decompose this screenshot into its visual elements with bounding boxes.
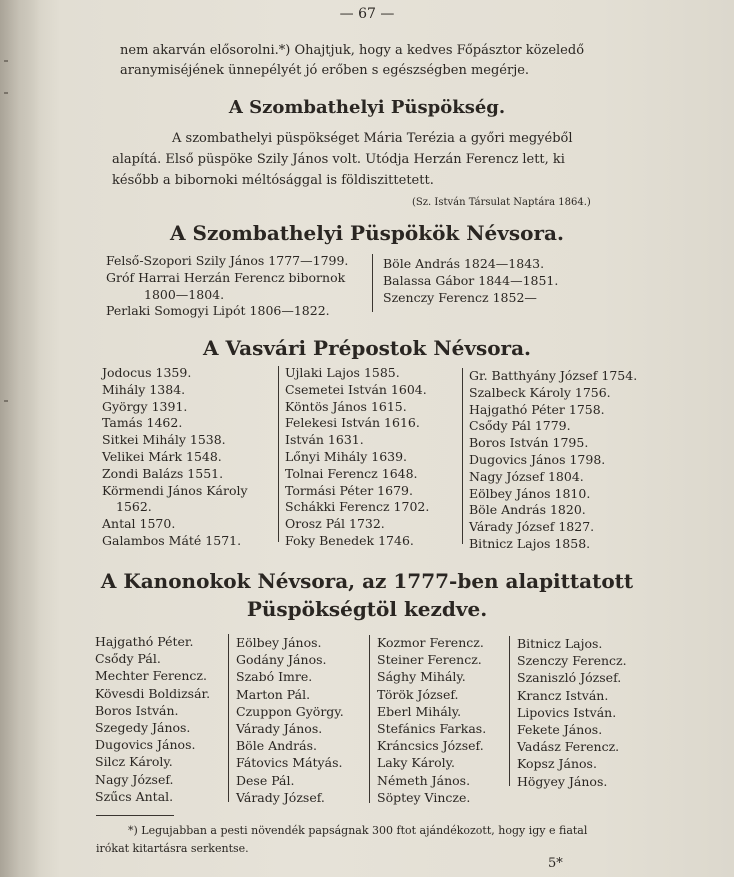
list-item: Tolnai Ferencz 1648. — [285, 465, 418, 481]
list-item: Szabó Imre. — [236, 669, 313, 685]
list-item: Ujlaki Lajos 1585. — [285, 365, 400, 380]
list-item: Eölbey János. — [236, 635, 322, 650]
bishops-list-right — [383, 256, 558, 306]
paragraph-line-3: később a bibornoki méltósággal is földiszittetett. — [112, 173, 434, 188]
section-title-puspokok-nevsora: A Szombathelyi Püspökök Névsora. — [170, 221, 564, 245]
list-item: Foky Benedek 1746. — [285, 532, 414, 548]
list-item: Balassa Gábor 1844—1851. — [383, 272, 559, 288]
list-item: Dugovics János 1798. — [469, 451, 606, 467]
list-item: Lőnyi Mihály 1639. — [285, 448, 408, 464]
signature-mark: 5* — [548, 856, 563, 871]
intro-line-1: nem akarván elősorolni.*) Ohajtjuk, hogy a kedves Főpásztor közeledő — [120, 43, 585, 58]
list-item: Böle András 1820. — [469, 502, 586, 518]
list-item: Söptey Vincze. — [377, 789, 471, 805]
list-item: Szalbeck Károly 1756. — [469, 384, 611, 400]
list-item: Körmendi János Károly — [102, 482, 248, 498]
list-item: Szűcs Antal. — [95, 788, 174, 804]
column-divider — [278, 366, 279, 542]
column-divider — [509, 636, 510, 786]
list-item: Krancz István. — [517, 687, 609, 703]
list-item: Godány János. — [236, 652, 327, 668]
list-item: Perlaki Somogyi Lipót 1806—1822. — [106, 303, 330, 319]
list-item: Eberl Mihály. — [377, 703, 462, 719]
list-item: Hajgathó Péter 1758. — [469, 401, 605, 417]
provosts-list-col2 — [285, 365, 429, 550]
list-item: Marton Pál. — [236, 686, 311, 702]
list-item: Laky Károly. — [377, 755, 456, 771]
list-item: Fekete János. — [517, 722, 603, 738]
list-item: Szenczy Ferencz 1852— — [383, 289, 537, 305]
list-item: Csődy Pál. — [95, 651, 161, 667]
list-item: Silcz Károly. — [95, 754, 173, 770]
list-item: György 1391. — [102, 398, 188, 414]
list-item: Kopsz János. — [517, 756, 597, 772]
list-item: Bitnicz Lajos 1858. — [469, 535, 591, 551]
list-item: Felső-Szopori Szily János 1777—1799. — [106, 253, 349, 268]
list-item: Mihály 1384. — [102, 381, 186, 397]
column-divider — [372, 254, 373, 312]
column-divider — [462, 368, 463, 544]
section-title-kanonokok-line-2: Püspökségtöl kezdve. — [246, 597, 488, 621]
list-item: Bitnicz Lajos. — [517, 636, 603, 651]
bishops-list-left — [106, 253, 348, 320]
list-item: Várady József 1827. — [469, 519, 595, 535]
list-item: Velikei Márk 1548. — [102, 448, 222, 464]
list-item: Boros István. — [95, 702, 179, 718]
section-title-szombathelyi-puspokseg: A Szombathelyi Püspökség. — [228, 97, 506, 118]
column-divider — [369, 635, 370, 803]
list-item: Köntös János 1615. — [285, 398, 407, 414]
canons-list-col1 — [95, 633, 210, 805]
footnote-line-1: *) Legujabban a pesti növendék papságnak 300 ftot ajándékozott, hogy igy e fiatal — [128, 824, 588, 837]
list-item: Felekesi István 1616. — [285, 415, 420, 431]
gutter-mark — [4, 60, 8, 62]
list-item: Högyey János. — [517, 773, 608, 789]
list-item: Böle András 1824—1843. — [383, 256, 545, 271]
list-item: Nagy József 1804. — [469, 468, 584, 484]
column-divider — [228, 634, 229, 802]
list-item: Eölbey János 1810. — [469, 485, 591, 501]
list-item: Galambos Máté 1571. — [102, 532, 242, 548]
list-item: Steiner Ferencz. — [377, 652, 482, 668]
gutter-mark — [4, 400, 8, 402]
list-item: Orosz Pál 1732. — [285, 516, 385, 532]
provosts-list-col1 — [102, 365, 248, 550]
list-item: István 1631. — [285, 432, 364, 448]
list-item: Török József. — [377, 686, 459, 702]
paragraph-line-1: A szombathelyi püspökséget Mária Terézia a győri megyéből — [172, 131, 573, 146]
list-item: Stefánics Farkas. — [377, 721, 487, 737]
list-item: Gr. Batthyány József 1754. — [469, 368, 638, 383]
footnote-rule — [96, 815, 174, 816]
list-item: Csődy Pál 1779. — [469, 418, 571, 434]
list-item: Szenczy Ferencz. — [517, 653, 627, 669]
provosts-list-col3 — [469, 368, 637, 553]
source-citation: (Sz. István Társulat Naptára 1864.) — [412, 197, 591, 208]
list-item: Böle András. — [236, 738, 317, 754]
gutter-mark — [4, 92, 8, 94]
list-item: Zondi Balázs 1551. — [102, 465, 224, 481]
list-item: Boros István 1795. — [469, 435, 589, 451]
list-item: Jodocus 1359. — [102, 365, 192, 380]
section-title-kanonokok-line-1: A Kanonokok Névsora, az 1777-ben alapittatott — [100, 569, 634, 593]
list-item: Szaniszló József. — [517, 670, 622, 686]
list-item: Tamás 1462. — [102, 415, 183, 431]
list-item: Lipovics István. — [517, 704, 617, 720]
section-title-vasvari-prepostok: A Vasvári Prépostok Névsora. — [202, 336, 532, 360]
list-item: Schákki Ferencz 1702. — [285, 499, 430, 515]
canons-list-col4 — [517, 635, 627, 790]
list-item: Kövesdi Boldizsár. — [95, 685, 211, 701]
list-item: 1562. — [116, 499, 152, 515]
page-number: — 67 — — [339, 6, 395, 22]
paragraph-line-2: alapítá. Első püspöke Szily János volt. Utódja Herzán Ferencz lett, ki — [112, 152, 565, 167]
footnote-line-2: irókat kitartásra serkentse. — [96, 842, 249, 855]
list-item: Mechter Ferencz. — [95, 668, 207, 684]
list-item: Sághy Mihály. — [377, 669, 466, 685]
list-item: Várady János. — [236, 721, 323, 737]
canons-list-col2 — [236, 634, 344, 806]
list-item: Gróf Harrai Herzán Ferencz bibornok — [106, 269, 346, 285]
list-item: Dese Pál. — [236, 772, 295, 788]
list-item: Dugovics János. — [95, 737, 196, 753]
list-item: Fátovics Mátyás. — [236, 755, 343, 771]
list-item: Kozmor Ferencz. — [377, 635, 484, 650]
list-item: Németh János. — [377, 772, 471, 788]
list-item: Csemetei István 1604. — [285, 381, 427, 397]
list-item: Tormási Péter 1679. — [285, 482, 413, 498]
list-item: Várady József. — [236, 789, 325, 805]
canons-list-col3 — [377, 634, 486, 806]
list-item: Antal 1570. — [102, 516, 176, 532]
list-item: Vadász Ferencz. — [517, 739, 620, 755]
page-gutter — [0, 0, 40, 877]
list-item: Hajgathó Péter. — [95, 634, 194, 649]
list-item: Szegedy János. — [95, 720, 191, 736]
list-item: Nagy József. — [95, 771, 174, 787]
list-item: 1800—1804. — [144, 286, 225, 302]
list-item: Czuppon György. — [236, 703, 344, 719]
intro-line-2: aranymiséjének ünnepélyét jó erőben s egészségben megérje. — [120, 63, 530, 78]
list-item: Kráncsics József. — [377, 738, 484, 754]
list-item: Sitkei Mihály 1538. — [102, 432, 226, 448]
